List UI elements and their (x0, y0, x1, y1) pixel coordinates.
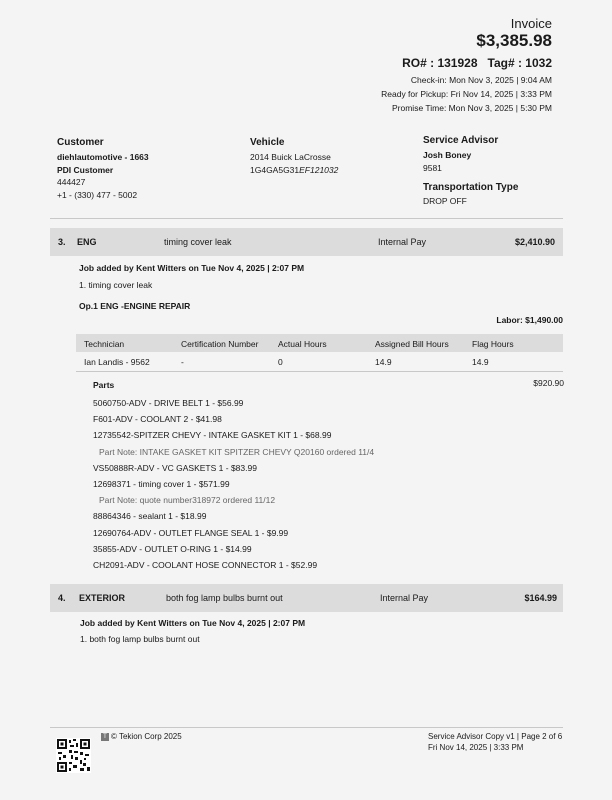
th-flag-hours: Flag Hours (472, 339, 514, 349)
ready-time: Ready for Pickup: Fri Nov 14, 2025 | 3:33 PM (381, 89, 552, 99)
customer-label: Customer (57, 137, 104, 148)
advisor-id: 9581 (423, 162, 442, 173)
th-technician: Technician (84, 339, 125, 349)
td-actual-hours: 0 (278, 357, 283, 367)
td-certification: - (181, 357, 184, 367)
customer-id: 444427 (57, 177, 86, 187)
td-technician: Ian Landis - 9562 (84, 357, 150, 367)
customer-phone: +1 - (330) 477 - 5002 (57, 189, 138, 200)
job-4-concern: 1. both fog lamp bulbs burnt out (80, 634, 200, 644)
tag-number: Tag# : 1032 (487, 56, 552, 70)
job-3-desc: timing cover leak (164, 237, 232, 247)
job-3-concern: 1. timing cover leak (79, 280, 153, 290)
transport-label: Transportation Type (423, 182, 519, 193)
vehicle-vin (250, 164, 338, 177)
section-divider (50, 218, 563, 219)
list-item: 35855-ADV - OUTLET O-RING 1 - $14.99 (93, 543, 252, 554)
list-item: CH2091-ADV - COOLANT HOSE CONNECTOR 1 - $52.99 (93, 559, 318, 570)
parts-total: $920.90 (533, 378, 564, 388)
invoice-title: Invoice (510, 16, 552, 31)
td-flag-hours: 14.9 (472, 357, 489, 367)
transport-value: DROP OFF (423, 196, 467, 206)
parts-label: Parts (93, 380, 115, 390)
list-item: F601-ADV - COOLANT 2 - $41.98 (93, 414, 222, 425)
job-3-code: ENG (77, 237, 97, 247)
customer-name: diehlautomotive - 1663 (57, 152, 149, 162)
part-note: Part Note: INTAKE GASKET KIT SPITZER CHEVY Q20160 ordered 11/4 (99, 446, 375, 457)
customer-block (57, 137, 149, 201)
promise-time: Promise Time: Mon Nov 3, 2025 | 5:30 PM (392, 103, 552, 113)
part-note: Part Note: quote number318972 ordered 11/12 (99, 495, 276, 506)
job-4-pay-type: Internal Pay (380, 593, 429, 603)
footer-copyright: © Tekion Corp 2025 (111, 732, 182, 741)
job-3-amount: $2,410.90 (514, 237, 555, 247)
job-4-header (50, 584, 563, 612)
td-assigned-hours: 14.9 (375, 357, 392, 367)
job-4-added: Job added by Kent Witters on Tue Nov 4, 2025 | 2:07 PM (80, 618, 306, 628)
qr-code (56, 738, 91, 773)
job-3-labor: Labor: $1,490.00 (496, 315, 563, 325)
footer-divider (50, 727, 563, 728)
advisor-block (423, 135, 518, 208)
vin-prefix: 1G4GA5G31 (250, 164, 300, 175)
th-actual-hours: Actual Hours (278, 339, 327, 349)
vehicle-model: 2014 Buick LaCrosse (250, 152, 331, 162)
tekion-logo-icon: T (101, 733, 109, 741)
footer-corp (101, 732, 182, 741)
footer-date: Fri Nov 14, 2025 | 3:33 PM (428, 743, 524, 752)
job-3-pay-type: Internal Pay (378, 237, 427, 247)
vin-suffix: EF121032 (299, 164, 339, 175)
vehicle-label: Vehicle (250, 137, 285, 148)
footer-copy-info: Service Advisor Copy v1 | Page 2 of 6 (428, 732, 563, 741)
list-item: 12735542-SPITZER CHEVY - INTAKE GASKET KIT 1 - $68.99 (93, 430, 332, 441)
invoice-total: $3,385.98 (476, 31, 552, 50)
parts-list (93, 395, 374, 573)
job-3-number: 3. (58, 237, 66, 247)
checkin-time: Check-in: Mon Nov 3, 2025 | 9:04 AM (410, 75, 552, 85)
th-assigned-hours: Assigned Bill Hours (375, 339, 449, 349)
customer-type: PDI Customer (57, 164, 114, 175)
vehicle-block (250, 137, 338, 176)
th-certification: Certification Number (181, 339, 259, 349)
list-item: 88864346 - sealant 1 - $18.99 (93, 511, 207, 522)
list-item: 5060750-ADV - DRIVE BELT 1 - $56.99 (93, 398, 244, 408)
job-3-header (50, 228, 563, 256)
advisor-name: Josh Boney (423, 150, 472, 160)
tech-table-header (76, 334, 563, 352)
job-3-added: Job added by Kent Witters on Tue Nov 4, 2025 | 2:07 PM (79, 263, 305, 273)
job-4-amount: $164.99 (524, 593, 557, 603)
job-4-code: EXTERIOR (79, 593, 126, 603)
advisor-label: Service Advisor (423, 135, 499, 146)
list-item: 12690764-ADV - OUTLET FLANGE SEAL 1 - $9.99 (93, 527, 289, 538)
job-4-desc: both fog lamp bulbs burnt out (166, 593, 283, 603)
list-item: VS50888R-ADV - VC GASKETS 1 - $83.99 (93, 462, 257, 473)
ro-number: RO# : 131928 (402, 56, 478, 70)
job-4-number: 4. (58, 593, 66, 603)
job-3-operation: Op.1 ENG -ENGINE REPAIR (79, 301, 191, 311)
table-row (76, 353, 563, 372)
list-item: 12698371 - timing cover 1 - $571.99 (93, 478, 230, 489)
ro-tag-line (402, 56, 552, 70)
